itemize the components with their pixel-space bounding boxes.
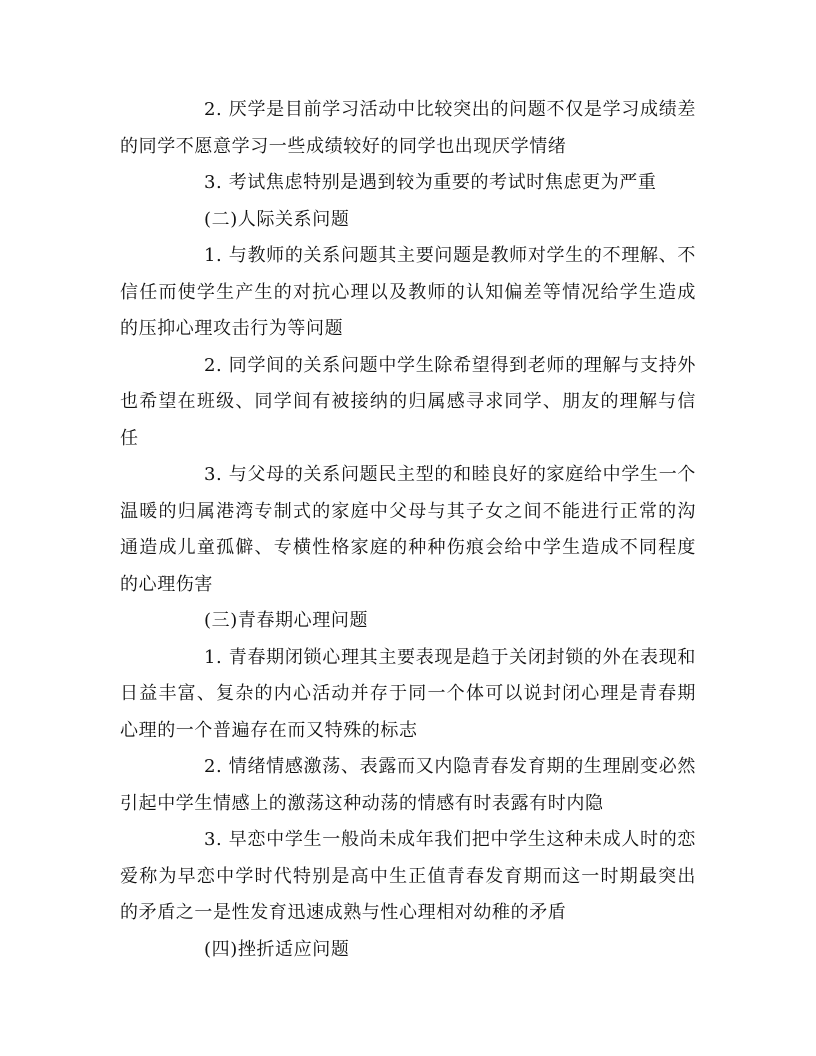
section-heading-adolescence: (三)青春期心理问题 [204, 610, 369, 631]
section-heading-interpersonal: (二)人际关系问题 [204, 208, 350, 230]
paragraph-exam-anxiety: 3. 考试焦虑特别是遇到较为重要的考试时焦虑更为严重 [204, 172, 657, 193]
document-body [120, 92, 696, 968]
paragraph-emotions: 2. 情绪情感激荡、表露而又内隐青春发育期的生理剧变必然引起中学生情感上的激荡这种动荡的情感有时表露有时内隐 [120, 756, 696, 814]
section-heading-frustration: (四)挫折适应问题 [204, 938, 350, 960]
paragraph-early-love: 3. 早恋中学生一般尚未成年我们把中学生这种未成人时的恋爱称为早恋中学时代特别是高中生正值青春发育期而这一时期最突出的矛盾之一是性发育迅速成熟与性心理相对幼稚的矛盾 [120, 829, 696, 923]
paragraph-classmate-relations: 2. 同学间的关系问题中学生除希望得到老师的理解与支持外也希望在班级、同学间有被接纳的归属感寻求同学、朋友的理解与信任 [120, 354, 696, 449]
paragraph-closed-mentality: 1. 青春期闭锁心理其主要表现是趋于关闭封锁的外在表现和日益丰富、复杂的内心活动并存于同一个体可以说封闭心理是青春期心理的一个普遍存在而又特殊的标志 [120, 646, 696, 741]
paragraph-teacher-relations: 1. 与教师的关系问题其主要问题是教师对学生的不理解、不信任而使学生产生的对抗心理以及教师的认知偏差等情况给学生造成的压抑心理攻击行为等问题 [120, 245, 696, 339]
paragraph-parent-relations: 3. 与父母的关系问题民主型的和睦良好的家庭给中学生一个温暖的归属港湾专制式的家庭中父母与其子女之间不能进行正常的沟通造成儿童孤僻、专横性格家庭的种种伤痕会给中学生造成不同程度的心理伤害 [120, 464, 696, 595]
paragraph-truancy: 2. 厌学是目前学习活动中比较突出的问题不仅是学习成绩差的同学不愿意学习一些成绩较好的同学也出现厌学情绪 [120, 99, 696, 157]
